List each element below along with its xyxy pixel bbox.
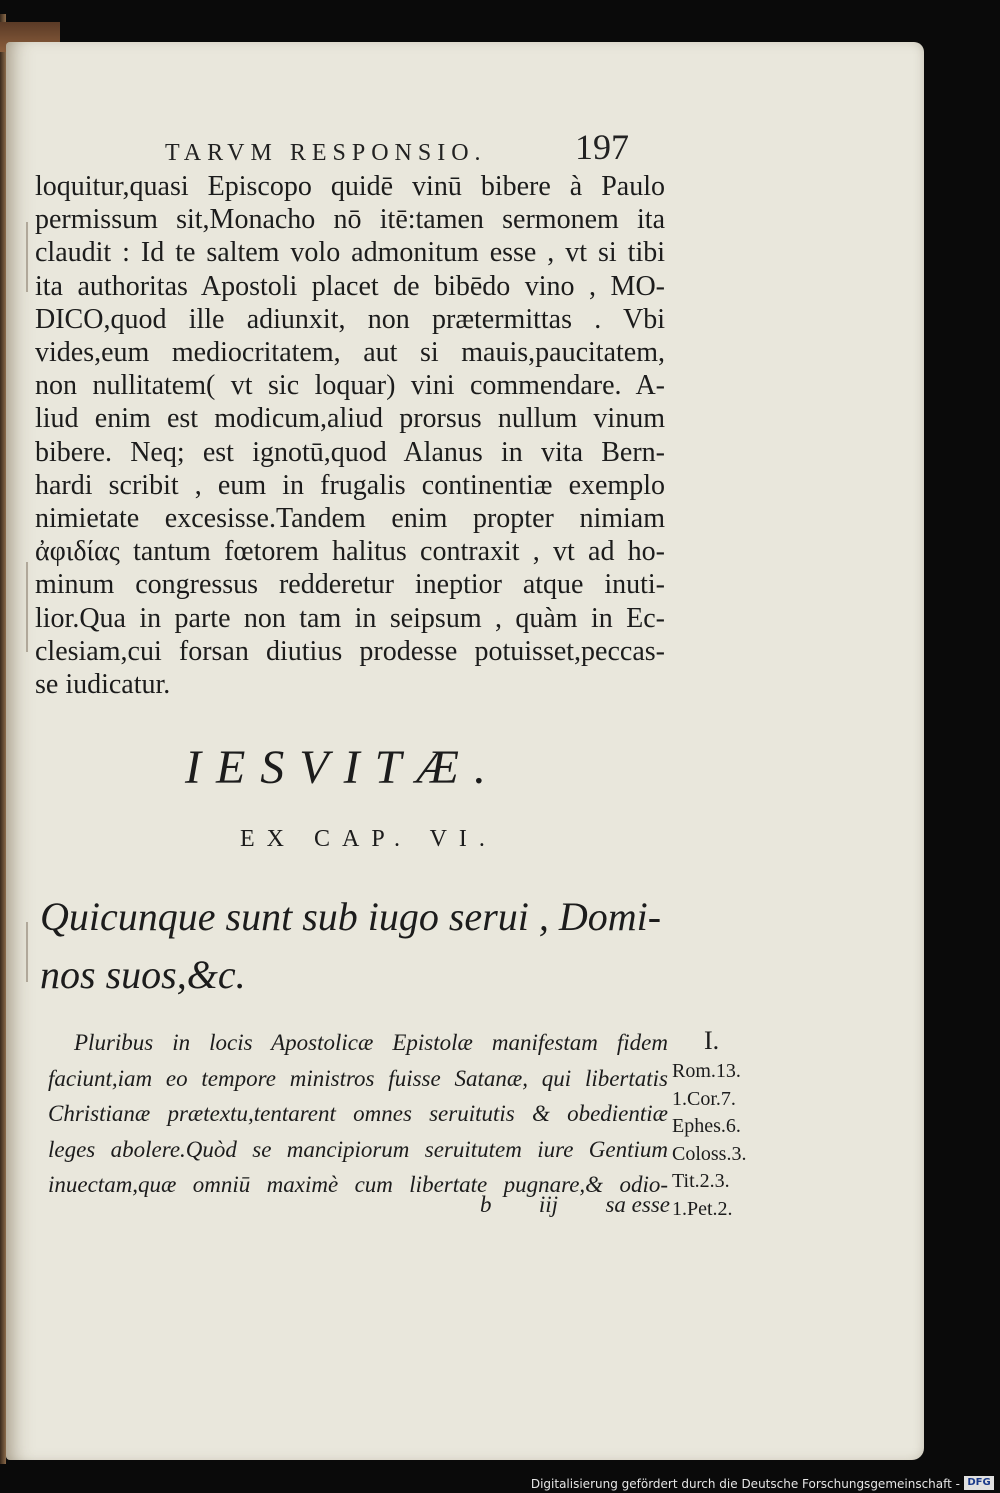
text-line: DICO,quod ille adiunxit, non prætermittas . Vbi	[35, 303, 665, 335]
commentary-line: leges abolere.Quòd se mancipiorum seruitutem iure Gentium	[48, 1136, 668, 1162]
commentary-paragraph	[48, 1025, 668, 1203]
spine-shadow-mark	[26, 222, 28, 292]
spine-shadow-mark	[26, 562, 28, 652]
dfg-logo: DFG	[964, 1476, 994, 1490]
text-line: bibere. Neq; est ignotū,quod Alanus in vita Bern-	[35, 436, 665, 468]
margin-reference: Ephes.6.	[672, 1115, 741, 1137]
margin-notes	[672, 1024, 746, 1223]
commentary-line: faciunt,iam eo tempore ministros fuisse Satanæ, qui libertatis	[48, 1065, 668, 1091]
quoted-lemma	[40, 888, 660, 1004]
text-line: vides,eum mediocritatem, aut si mauis,paucitatem,	[35, 337, 665, 369]
text-line: lior.Qua in parte non tam in seipsum , quàm in Ec-	[35, 602, 665, 634]
chapter-subheading: EX CAP. VI.	[240, 826, 497, 852]
text-line: non nullitatem( vt sic loquar) vini commendare. A-	[35, 370, 665, 402]
page-number: 197	[575, 127, 629, 167]
text-line: loquitur,quasi Episcopo quidē vinū bibere à Paulo	[35, 171, 665, 202]
text-line: se iudicatur.	[35, 669, 171, 701]
margin-reference: Rom.13.	[672, 1060, 741, 1082]
text-line: minum congressus redderetur ineptior atque inuti-	[35, 569, 665, 601]
text-line: nimietate excesisse.Tandem enim propter nimiam	[35, 503, 665, 535]
digitization-credit: Digitalisierung gefördert durch die Deutsche Forschungsgemeinschaft -	[530, 1477, 960, 1491]
commentary-line: Pluribus in locis Apostolicæ Epistolæ manifestam fidem	[74, 1030, 668, 1055]
margin-reference: Coloss.3.	[672, 1142, 747, 1165]
signature-number: iij	[538, 1192, 559, 1217]
margin-reference: Tit.2.3.	[672, 1170, 730, 1192]
lemma-line: Quicunque sunt sub iugo serui , Domi-	[40, 894, 662, 939]
text-line: claudit : Id te saltem volo admonitum esse , vt si tibi	[35, 237, 665, 269]
text-line: liud enim est modicum,aliud prorsus nullum vinum	[35, 403, 665, 435]
text-line: hardi scribit , eum in frugalis continentiæ exemplo	[35, 469, 665, 501]
catchword: sa esse	[605, 1192, 670, 1217]
text-line: permissum sit,Monacho nō itē:tamen sermonem ita	[35, 204, 665, 236]
signature-line	[480, 1192, 670, 1218]
margin-numeral: I.	[704, 1026, 720, 1055]
text-line: ἀφιδίας tantum fœtorem halitus contraxit , vt ad ho-	[35, 536, 665, 568]
signature-mark: b	[480, 1192, 492, 1217]
spine-shadow-mark	[26, 922, 28, 982]
text-line: ita authoritas Apostoli placet de bibēdo vino , MO-	[35, 270, 665, 302]
lemma-line: nos suos,&c.	[40, 952, 246, 997]
section-heading: IESVITÆ.	[185, 741, 501, 794]
margin-reference: 1.Pet.2.	[672, 1197, 733, 1220]
commentary-line: Christianæ prætextu,tentarent omnes seruitutis & obedientiæ	[48, 1101, 668, 1126]
commentary-line: inuectam,quæ omniū maximè cum libertate pugnare,& odio-	[48, 1172, 668, 1197]
running-head: TARVM RESPONSIO.	[165, 140, 487, 166]
text-line: clesiam,cui forsan diutius prodesse potuisset,peccas-	[35, 635, 665, 667]
margin-reference: 1.Cor.7.	[672, 1087, 736, 1110]
body-paragraph	[35, 170, 665, 701]
